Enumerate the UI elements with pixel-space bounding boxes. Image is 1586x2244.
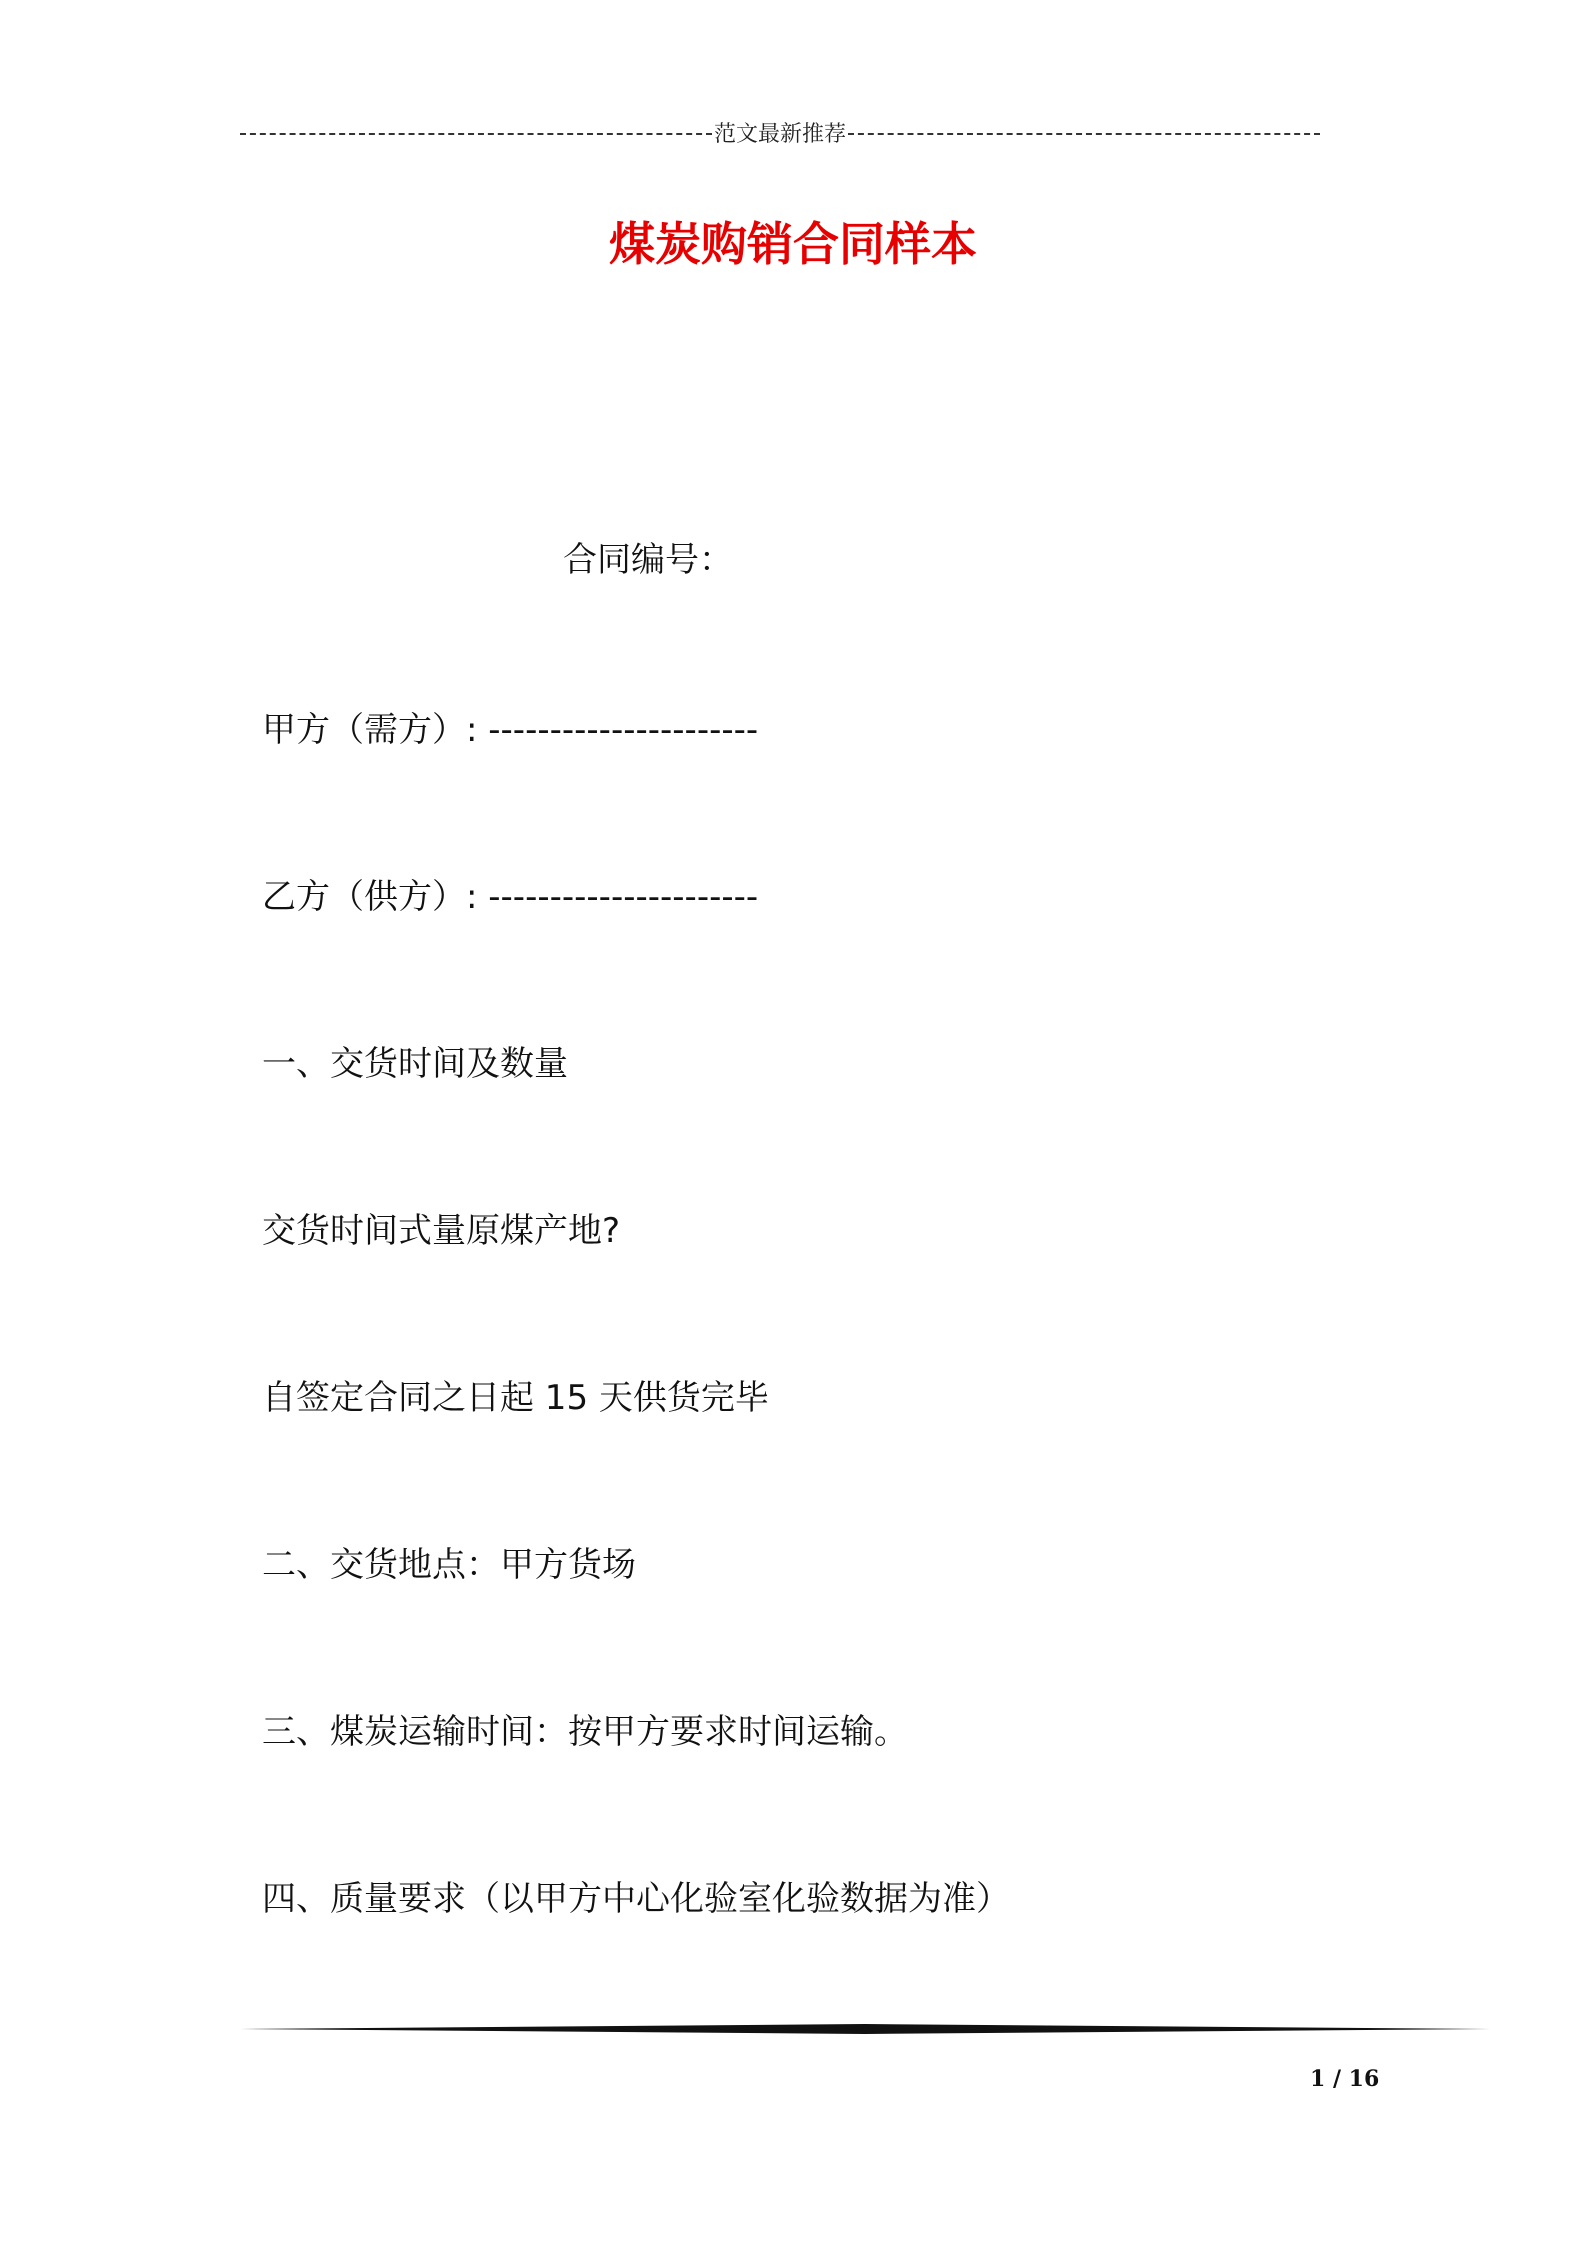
delivery-origin-line: 交货时间式量原煤产地? (262, 1211, 621, 1251)
footer-rule (240, 2022, 1490, 2036)
party-b-line: 乙方（供方）: ---------------------- (262, 877, 759, 917)
header-dash-left (240, 133, 712, 135)
header-dash-right (848, 133, 1320, 135)
party-a-line: 甲方（需方）: ---------------------- (262, 710, 759, 750)
document-title: 煤炭购销合同样本 (609, 217, 977, 271)
section-2-heading: 二、交货地点：甲方货场 (262, 1545, 636, 1585)
contract-number-label: 合同编号： (563, 540, 733, 580)
page-number: 1 / 16 (1310, 2066, 1380, 2092)
delivery-schedule-line: 自签定合同之日起 15 天供货完毕 (262, 1378, 769, 1418)
page-header (240, 112, 1320, 152)
header-text: 范文最新推荐 (714, 121, 847, 147)
section-1-heading: 一、交货时间及数量 (262, 1044, 568, 1084)
section-3-heading: 三、煤炭运输时间：按甲方要求时间运输。 (262, 1712, 908, 1752)
section-4-heading: 四、质量要求（以甲方中心化验室化验数据为准） (262, 1879, 1010, 1919)
